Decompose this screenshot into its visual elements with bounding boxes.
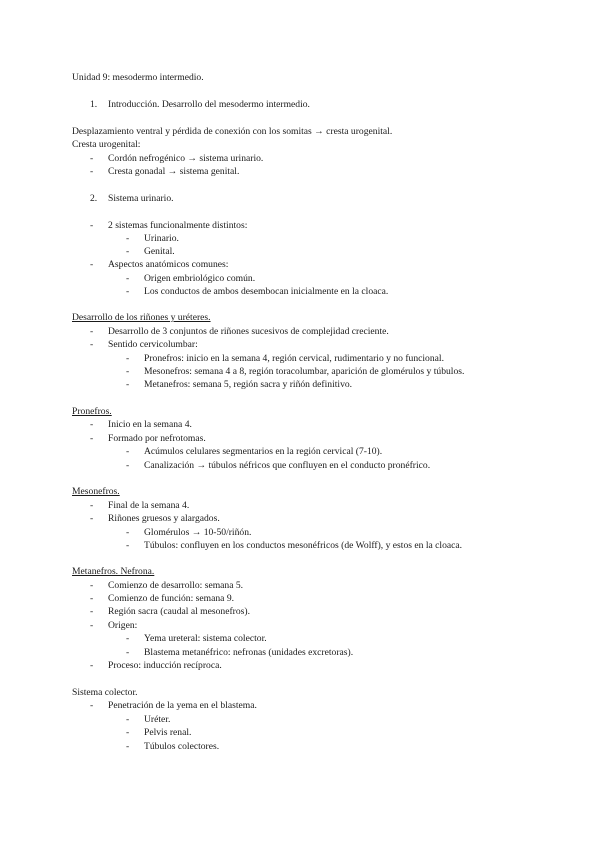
bullet-dash: - (90, 419, 94, 430)
sub-list-item: Los conductos de ambos desembocan inicialmente en la cloaca. (144, 286, 389, 297)
bullet-dash: - (90, 700, 94, 711)
bullet-dash: - (126, 286, 130, 297)
list-item: Sentido cervicolumbar: (108, 339, 198, 350)
bullet-dash: - (90, 259, 94, 270)
bullet-dash: - (126, 727, 130, 738)
sub-list-item: Blastema metanéfrico: nefronas (unidades excretoras). (144, 647, 354, 658)
bullet-dash: - (126, 379, 130, 390)
bullet-dash: - (90, 339, 94, 350)
bullet-dash: - (90, 593, 94, 604)
heading-sistema-colector: Sistema colector. (72, 687, 138, 698)
bullet-dash: - (126, 273, 130, 284)
heading-mesonefros: Mesonefros. (72, 486, 120, 497)
section-title-sistema-urinario: Sistema urinario. (108, 193, 174, 204)
list-item: Formado por nefrotomas. (108, 433, 206, 444)
list-item: Origen: (108, 620, 138, 631)
sub-list-item: Acúmulos celulares segmentarios en la región cervical (7-10). (144, 446, 383, 457)
paragraph-cresta-urogenital: Cresta urogenital: (72, 139, 141, 150)
bullet-dash: - (90, 580, 94, 591)
list-item: Riñones gruesos y alargados. (108, 513, 220, 524)
list-item: Comienzo de desarrollo: semana 5. (108, 580, 244, 591)
document-title: Unidad 9: mesodermo intermedio. (72, 72, 204, 83)
sub-list-item: Metanefros: semana 5, región sacra y riñón definitivo. (144, 379, 353, 390)
bullet-dash: - (126, 540, 130, 551)
sub-list-item: Mesonefros: semana 4 a 8, región toracolumbar, aparición de glomérulos y túbulos. (144, 366, 465, 377)
bullet-dash: - (90, 153, 94, 164)
list-item: 2 sistemas funcionalmente distintos: (108, 220, 248, 231)
list-item: Comienzo de función: semana 9. (108, 593, 235, 604)
bullet-dash: - (126, 366, 130, 377)
list-item: Penetración de la yema en el blastema. (108, 700, 257, 711)
list-item: Proceso: inducción recíproca. (108, 660, 222, 671)
sub-list-item: Glomérulos → 10-50/riñón. (144, 527, 252, 538)
bullet-dash: - (126, 741, 130, 752)
list-item: Región sacra (caudal al mesonefros). (108, 606, 250, 617)
sub-list-item: Pelvis renal. (144, 727, 192, 738)
sub-list-item: Túbulos: confluyen en los conductos mesonéfricos (de Wolff), y estos en la cloaca. (144, 540, 463, 551)
bullet-dash: - (126, 527, 130, 538)
list-item: Aspectos anatómicos comunes: (108, 259, 229, 270)
sub-list-item: Genital. (144, 246, 175, 257)
section-number-2: 2. (90, 193, 98, 204)
bullet-dash: - (126, 633, 130, 644)
bullet-dash: - (90, 513, 94, 524)
sub-list-item: Uréter. (144, 714, 171, 725)
bullet-dash: - (126, 233, 130, 244)
bullet-dash: - (90, 620, 94, 631)
bullet-dash: - (90, 660, 94, 671)
bullet-dash: - (126, 446, 130, 457)
list-item: Cordón nefrogénico → sistema urinario. (108, 153, 264, 164)
section-number-1: 1. (90, 99, 98, 110)
bullet-dash: - (90, 220, 94, 231)
sub-list-item: Urinario. (144, 233, 179, 244)
bullet-dash: - (126, 460, 130, 471)
list-item: Final de la semana 4. (108, 500, 190, 511)
list-item: Desarrollo de 3 conjuntos de riñones sucesivos de complejidad creciente. (108, 326, 389, 337)
bullet-dash: - (90, 166, 94, 177)
bullet-dash: - (90, 326, 94, 337)
bullet-dash: - (126, 647, 130, 658)
bullet-dash: - (90, 500, 94, 511)
sub-list-item: Túbulos colectores. (144, 741, 220, 752)
sub-list-item: Yema ureteral: sistema colector. (144, 633, 267, 644)
bullet-dash: - (90, 606, 94, 617)
heading-metanefros: Metanefros. Nefrona. (72, 566, 155, 577)
bullet-dash: - (126, 353, 130, 364)
heading-desarrollo-rinones: Desarrollo de los riñones y uréteres. (72, 312, 211, 323)
sub-list-item: Origen embriológico común. (144, 273, 256, 284)
sub-list-item: Pronefros: inicio en la semana 4, región cervical, rudimentario y no funcional. (144, 353, 444, 364)
bullet-dash: - (126, 714, 130, 725)
list-item: Cresta gonadal → sistema genital. (108, 166, 240, 177)
bullet-dash: - (90, 433, 94, 444)
heading-pronefros: Pronefros. (72, 406, 112, 417)
bullet-dash: - (126, 246, 130, 257)
paragraph-desplazamiento: Desplazamiento ventral y pérdida de conexión con los somitas → cresta urogenital. (72, 126, 393, 137)
sub-list-item: Canalización → túbulos néfricos que confluyen en el conducto pronéfrico. (144, 460, 431, 471)
section-title-introduccion: Introducción. Desarrollo del mesodermo intermedio. (108, 99, 310, 110)
list-item: Inicio en la semana 4. (108, 419, 192, 430)
